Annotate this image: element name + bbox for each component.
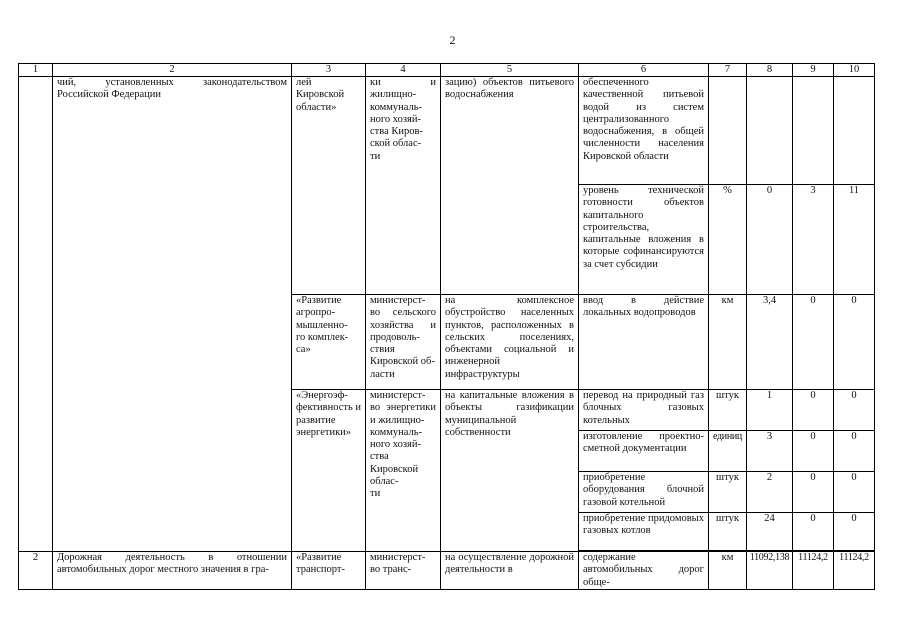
header-row: [19, 64, 875, 77]
subsidy-purpose: на капитальные вложения в объекты газификации муниципальной собственности: [441, 390, 579, 552]
value-col8: [747, 77, 793, 185]
header-cell: 7: [709, 64, 747, 77]
subsidy-purpose: зацию) объектов питьевого водоснабжения: [441, 77, 579, 295]
indicator-name: приобретение оборудования блочной газовой котельной: [579, 472, 709, 513]
program-name: «Развитие агропро- мышленно- го комплек- са»: [292, 295, 366, 390]
value-col8: 1: [747, 390, 793, 431]
executor: министерст- во сельского хозяйства и продоволь- ствия Кировской об- ласти: [366, 295, 441, 390]
value-col9: [793, 77, 834, 185]
program-name: «Развитие транспорт-: [292, 552, 366, 590]
header-cell: 6: [579, 64, 709, 77]
unit: единиц: [709, 431, 747, 472]
program-name: «Энергоэф- фективность и развитие энергетики»: [292, 390, 366, 552]
header-cell: 2: [53, 64, 292, 77]
value-col10: 0: [834, 295, 875, 390]
executor: ки и жилищно- коммуналь- ного хозяй- ства Киров- ской облас- ти: [366, 77, 441, 295]
indicator-name: обеспеченного качественной питьевой водой из систем централизованного водоснабжения, в общей численности населения Кировской области: [579, 77, 709, 185]
table-row: [19, 77, 875, 185]
value-col10: 0: [834, 513, 875, 551]
unit: км: [709, 552, 747, 590]
unit: %: [709, 185, 747, 295]
unit: штук: [709, 513, 747, 551]
indicator-name: перевод на природный газ блочных газовых котельных: [579, 390, 709, 431]
header-cell: 5: [441, 64, 579, 77]
activity-description: чий, установленных законодательством Российской Федерации: [53, 77, 292, 552]
header-cell: 10: [834, 64, 875, 77]
executor: министерст- во транс-: [366, 552, 441, 590]
header-cell: 1: [19, 64, 53, 77]
value-col9: 0: [793, 295, 834, 390]
row-number-cell: [19, 77, 53, 552]
header-cell: 8: [747, 64, 793, 77]
value-col8: 11092,138: [747, 552, 793, 590]
page-number: 2: [449, 33, 456, 47]
value-col8: 0: [747, 185, 793, 295]
unit: штук: [709, 472, 747, 513]
value-col9: 11124,2: [793, 552, 834, 590]
value-col8: 3: [747, 431, 793, 472]
activity-description: Дорожная деятельность в отношении автомобильных дорог местного значения в гра-: [53, 552, 292, 590]
indicator-name: приобретение придомовых газовых котлов: [579, 513, 709, 551]
indicator-name: содержание автомобильных дорог обще-: [579, 552, 709, 590]
program-name: лей Кировской области»: [292, 77, 366, 295]
indicator-name: изготовление проектно-сметной документации: [579, 431, 709, 472]
header-cell: 9: [793, 64, 834, 77]
value-col8: 2: [747, 472, 793, 513]
value-col9: 0: [793, 513, 834, 551]
value-col9: 0: [793, 431, 834, 472]
value-col8: 24: [747, 513, 793, 551]
value-col10: 0: [834, 472, 875, 513]
unit: км: [709, 295, 747, 390]
value-col9: 0: [793, 390, 834, 431]
executor: министерст- во энергетики и жилищно- коммуналь- ного хозяй- ства Кировской облас- ти: [366, 390, 441, 552]
subsidy-purpose: на осуществление дорожной деятельности в: [441, 552, 579, 590]
indicator-name: ввод в действие локальных водопроводов: [579, 295, 709, 390]
header-cell: 3: [292, 64, 366, 77]
value-col10: 0: [834, 390, 875, 431]
subsidy-purpose: на комплексное обустройство населенных пунктов, расположенных в сельских поселениях, объектами социальной и инженерной инфраструктуры: [441, 295, 579, 390]
value-col9: 0: [793, 472, 834, 513]
value-col10: 11124,2: [834, 552, 875, 590]
unit: штук: [709, 390, 747, 431]
value-col8: 3,4: [747, 295, 793, 390]
value-col10: 11: [834, 185, 875, 295]
value-col10: [834, 77, 875, 185]
row-number-cell: 2: [19, 552, 53, 590]
table-row: [19, 552, 875, 590]
value-col9: 3: [793, 185, 834, 295]
indicator-name: уровень технической готовности объектов капитального строительства, капитальные вложения в которые софинансируются за счет субсидии: [579, 185, 709, 295]
indicators-table: [18, 63, 875, 590]
value-col10: 0: [834, 431, 875, 472]
unit: [709, 77, 747, 185]
header-cell: 4: [366, 64, 441, 77]
